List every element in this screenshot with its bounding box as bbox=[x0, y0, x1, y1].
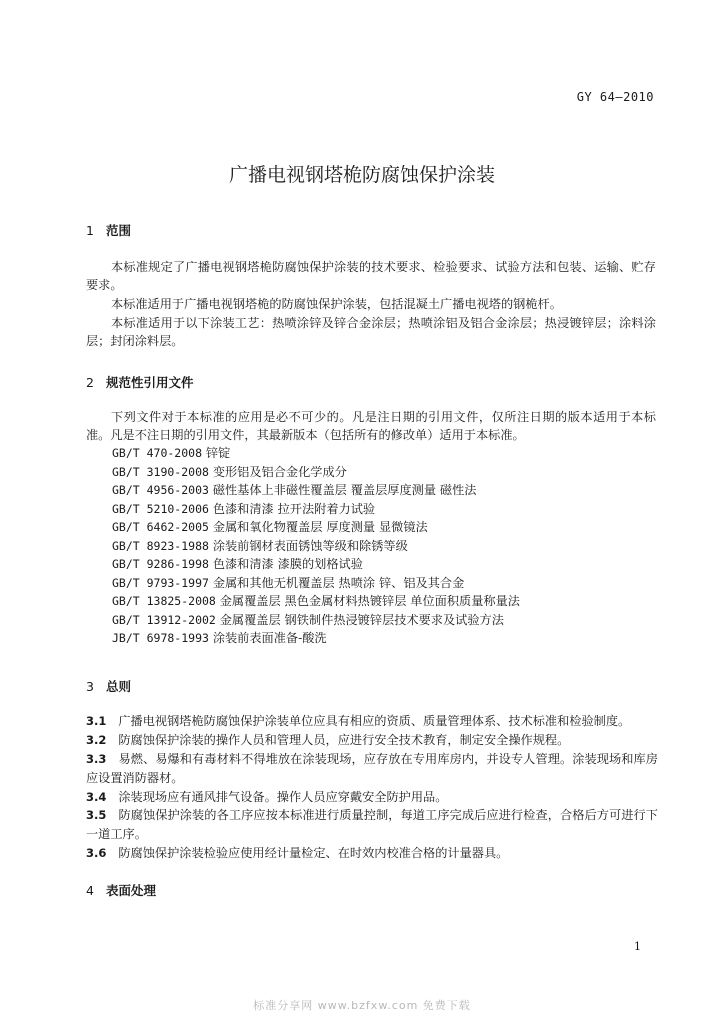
clause-3-1 bbox=[86, 712, 658, 731]
section-1-paragraph-3: 本标准适用于以下涂装工艺：热喷涂锌及锌合金涂层；热喷涂铝及铝合金涂层；热浸镀锌层；涂料涂层；封闭涂料层。 bbox=[86, 316, 656, 348]
section-number: 2 bbox=[86, 375, 94, 390]
reference-title: 金属覆盖层 黑色金属材料热镀锌层 单位面积质量称量法 bbox=[219, 594, 520, 608]
clause-3-5 bbox=[86, 806, 658, 843]
reference-item bbox=[112, 574, 520, 593]
clause-text: 防腐蚀保护涂装检验应使用经计量检定、在时效内校准合格的计量器具。 bbox=[118, 846, 509, 860]
reference-code: GB/T 4956-2003 bbox=[112, 483, 209, 497]
section-3-heading bbox=[86, 677, 131, 695]
reference-item bbox=[112, 444, 520, 463]
clause-3-6 bbox=[86, 844, 658, 863]
reference-code: GB/T 13825-2008 bbox=[112, 594, 216, 608]
reference-title: 色漆和清漆 拉开法附着力试验 bbox=[212, 501, 376, 516]
reference-code: GB/T 8923-1988 bbox=[112, 538, 209, 553]
reference-item bbox=[112, 537, 520, 556]
reference-item bbox=[112, 592, 520, 611]
reference-title: 锌锭 bbox=[205, 446, 231, 460]
reference-code: GB/T 9286-1998 bbox=[112, 557, 209, 571]
clause-text: 易燃、易爆和有毒材料不得堆放在涂装现场，应存放在专用库房内，并设专人管理。涂装现场和库房应设置消防器材。 bbox=[86, 752, 658, 785]
clause-3-3 bbox=[86, 750, 658, 787]
reference-code: GB/T 13912-2002 bbox=[112, 612, 216, 627]
section-2-intro: 下列文件对于本标准的应用是必不可少的。凡是注日期的引用文件，仅所注日期的版本适用于本标准。凡是不注日期的引用文件，其最新版本（包括所有的修改单）适用于本标准。 bbox=[86, 410, 656, 442]
section-number: 4 bbox=[86, 883, 94, 898]
reference-item bbox=[112, 518, 520, 537]
reference-item bbox=[112, 555, 520, 574]
clause-number: 3.4 bbox=[86, 790, 107, 804]
clause-text: 防腐蚀保护涂装的操作人员和管理人员，应进行安全技术教育，制定安全操作规程。 bbox=[118, 733, 570, 747]
reference-title: 磁性基体上非磁性覆盖层 覆盖层厚度测量 磁性法 bbox=[212, 483, 477, 497]
reference-item bbox=[112, 629, 520, 648]
reference-code: GB/T 6462-2005 bbox=[112, 520, 209, 534]
section-title: 范围 bbox=[106, 223, 132, 238]
section-title: 表面处理 bbox=[106, 883, 157, 898]
section-title: 总则 bbox=[106, 679, 132, 694]
clause-text: 防腐蚀保护涂装的各工序应按本标准进行质量控制，每道工序完成后应进行检查，合格后方可进行下一道工序。 bbox=[86, 808, 658, 841]
reference-code: JB/T 6978-1993 bbox=[112, 631, 209, 645]
reference-code: GB/T 3190-2008 bbox=[112, 464, 209, 479]
clause-number: 3.1 bbox=[86, 714, 107, 728]
reference-title: 涂装前表面准备-酸洗 bbox=[212, 631, 327, 645]
reference-list bbox=[112, 444, 520, 648]
standard-code: GY 64—2010 bbox=[576, 90, 654, 104]
reference-title: 金属和氧化物覆盖层 厚度测量 显微镜法 bbox=[212, 520, 428, 534]
reference-code: GB/T 5210-2006 bbox=[112, 501, 209, 516]
document-title: 广播电视钢塔桅防腐蚀保护涂装 bbox=[228, 164, 495, 186]
clause-3-2 bbox=[86, 731, 658, 750]
clause-text: 广播电视钢塔桅防腐蚀保护涂装单位应具有相应的资质、质量管理体系、技术标准和检验制度。 bbox=[118, 714, 631, 728]
reference-code: GB/T 470-2008 bbox=[112, 446, 203, 460]
clause-number: 3.6 bbox=[86, 846, 107, 860]
reference-item bbox=[112, 611, 520, 630]
section-2-heading bbox=[86, 373, 194, 391]
clause-text: 涂装现场应有通风排气设备。操作人员应穿戴安全防护用品。 bbox=[118, 790, 448, 804]
reference-item bbox=[112, 463, 520, 482]
watermark-text: 标准分享网 www.bzfxw.com 免费下载 bbox=[253, 999, 471, 1012]
reference-item bbox=[112, 500, 520, 519]
clause-number: 3.5 bbox=[86, 808, 107, 822]
reference-title: 涂装前钢材表面锈蚀等级和除锈等级 bbox=[212, 538, 408, 553]
section-number: 1 bbox=[86, 223, 94, 238]
section-1-paragraph-2: 本标准适用于广播电视钢塔桅的防腐蚀保护涂装，包括混凝土广播电视塔的钢桅杆。 bbox=[111, 297, 562, 311]
section-4-heading bbox=[86, 881, 156, 899]
reference-code: GB/T 9793-1997 bbox=[112, 575, 209, 590]
clause-number: 3.3 bbox=[86, 752, 107, 766]
page-number: 1 bbox=[634, 940, 641, 953]
clause-3-4 bbox=[86, 788, 658, 807]
reference-title: 金属覆盖层 钢铁制件热浸镀锌层技术要求及试验方法 bbox=[219, 612, 504, 627]
section-1-heading bbox=[86, 221, 131, 239]
reference-title: 金属和其他无机覆盖层 热喷涂 锌、铝及其合金 bbox=[212, 575, 465, 590]
section-title: 规范性引用文件 bbox=[106, 375, 194, 390]
clause-number: 3.2 bbox=[86, 733, 107, 747]
section-number: 3 bbox=[86, 679, 94, 694]
reference-item bbox=[112, 481, 520, 500]
reference-title: 色漆和清漆 漆膜的划格试验 bbox=[212, 557, 363, 571]
section-1-paragraph-1: 本标准规定了广播电视钢塔桅防腐蚀保护涂装的技术要求、检验要求、试验方法和包装、运输、贮存要求。 bbox=[86, 260, 656, 292]
reference-title: 变形铝及铝合金化学成分 bbox=[212, 464, 347, 479]
